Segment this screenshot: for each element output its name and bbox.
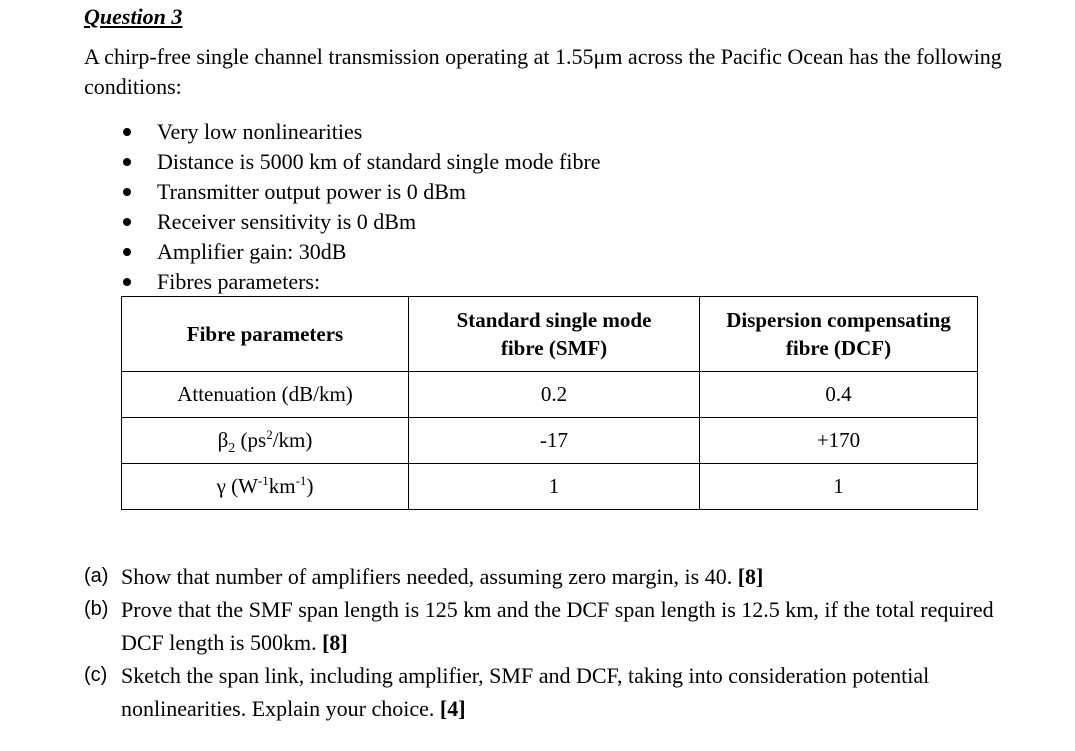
bullet-icon [123, 188, 131, 196]
fibre-parameters-table [121, 296, 978, 510]
table-header-row [122, 297, 978, 372]
question-mark: [4] [439, 696, 466, 721]
dcf-value: 0.4 [700, 372, 978, 418]
list-item: Receiver sensitivity is 0 dBm [117, 207, 601, 237]
question-tag: (b) [84, 598, 109, 620]
row-label: $\beta_2$ $(ps^2/km)$ [122, 418, 409, 464]
list-item: Fibres parameters: [117, 267, 601, 297]
question-intro: A chirp-free single channel transmission operating at 1.55μm across the Pacific Ocean has the following conditions: [84, 44, 1002, 99]
smf-value: -17 [409, 418, 700, 464]
bullet-icon [123, 218, 131, 226]
table-row [122, 372, 978, 418]
list-item [84, 659, 1014, 725]
question-title: Question 3 [84, 4, 183, 29]
list-item: Transmitter output power is 0 dBm [117, 177, 601, 207]
table-row [122, 418, 978, 464]
question-text: Show that number of amplifiers needed, assuming zero margin, is 40. [121, 564, 733, 589]
dcf-value: 1 [700, 464, 978, 510]
header-smf: Standard single mode fibre (SMF) [409, 297, 700, 372]
header-param: Fibre parameters [122, 297, 409, 372]
list-item: Very low nonlinearities [117, 117, 601, 147]
sub-questions-list [84, 560, 1014, 725]
row-label: Attenuation (dB/km) [122, 372, 409, 418]
list-item: Distance is 5000 km of standard single mode fibre [117, 147, 601, 177]
smf-value: 0.2 [409, 372, 700, 418]
question-mark: [8] [737, 564, 764, 589]
table-row [122, 464, 978, 510]
question-text: Prove that the SMF span length is 125 km and the DCF span length is 12.5 km, if the total required DCF length is 500km. [121, 597, 994, 655]
question-tag: (c) [84, 664, 108, 686]
bullet-icon [123, 278, 131, 286]
header-dcf: Dispersion compensating fibre (DCF) [700, 297, 978, 372]
list-item: Amplifier gain: 30dB [117, 237, 601, 267]
bullet-icon [123, 128, 131, 136]
list-item [84, 593, 1014, 659]
question-tag: (a) [84, 565, 109, 587]
row-label: γ $(W^{-1}km^{-1})$ [122, 464, 409, 510]
question-text: Sketch the span link, including amplifier, SMF and DCF, taking into consideration potential nonlinearities. Explain your choice. [121, 663, 930, 721]
bullet-icon [123, 158, 131, 166]
bullet-icon [123, 248, 131, 256]
conditions-list [117, 117, 601, 297]
list-item [84, 560, 1014, 593]
dcf-value: +170 [700, 418, 978, 464]
question-mark: [8] [322, 630, 348, 655]
smf-value: 1 [409, 464, 700, 510]
